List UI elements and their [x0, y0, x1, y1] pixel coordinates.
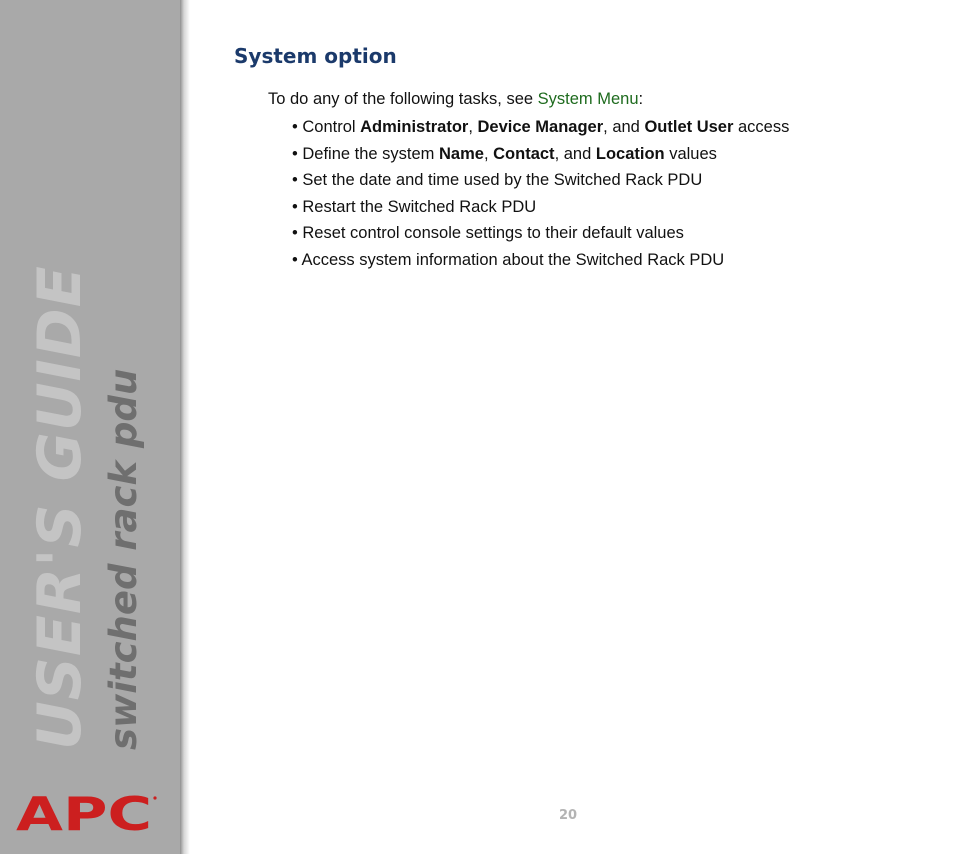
term-location: Location: [595, 144, 665, 163]
item-text: ,: [468, 118, 478, 136]
item-text: Reset control console settings to their default values: [297, 224, 684, 242]
list-item: [292, 143, 789, 170]
apc-logo: [16, 793, 158, 833]
list-item: [292, 249, 789, 276]
system-menu-link[interactable]: System Menu: [537, 90, 639, 108]
term-administrator: Administrator: [360, 118, 469, 136]
sidebar-edge: [180, 0, 190, 854]
sidebar: [0, 0, 180, 854]
list-item: [292, 116, 789, 143]
item-text: Access system information about the Switched Rack PDU: [297, 250, 725, 269]
bullet-mark: •: [292, 224, 298, 242]
item-text: Define the system: [297, 144, 440, 163]
bullet-mark: •: [292, 118, 298, 136]
svg-text:APC: APC: [16, 793, 152, 833]
guide-subtitle: switched rack pdu: [102, 368, 145, 750]
item-text: values: [664, 144, 717, 163]
item-text: Set the date and time used by the Switched Rack PDU: [297, 171, 703, 189]
intro-text: To do any of the following tasks, see: [268, 90, 538, 108]
guide-title: USER'S GUIDE: [25, 265, 95, 750]
term-name: Name: [439, 144, 484, 163]
term-device-manager: Device Manager: [477, 118, 604, 136]
page-number: 20: [559, 808, 578, 823]
term-contact: Contact: [493, 144, 555, 163]
list-item: [292, 222, 789, 249]
bullet-mark: •: [292, 250, 298, 269]
list-item: [292, 196, 789, 223]
bullet-mark: •: [292, 144, 298, 163]
item-text: , and: [603, 118, 645, 136]
section-heading: System option: [234, 44, 397, 68]
item-text: access: [733, 118, 790, 136]
item-text: ,: [483, 144, 494, 163]
item-text: Restart the Switched Rack PDU: [297, 197, 537, 216]
intro-colon: :: [638, 90, 644, 108]
item-text: Control: [297, 118, 361, 136]
list-item: [292, 169, 789, 196]
item-text: , and: [554, 144, 596, 163]
task-list: [292, 116, 789, 275]
term-outlet-user: Outlet User: [644, 118, 734, 136]
intro-paragraph: [268, 90, 643, 109]
bullet-mark: •: [292, 171, 298, 189]
bullet-mark: •: [292, 197, 298, 216]
